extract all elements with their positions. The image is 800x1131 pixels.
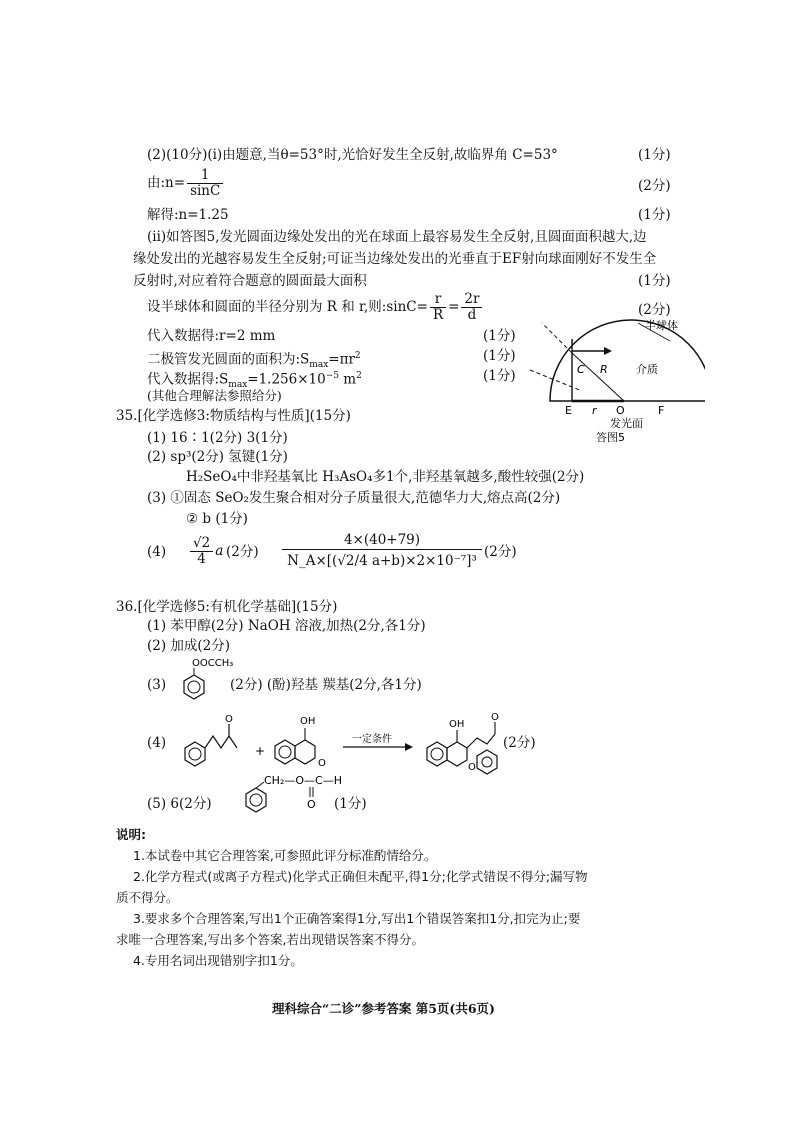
aromatic-circle xyxy=(188,681,200,693)
q35-answer-4-f1 xyxy=(188,536,223,567)
arrow-head xyxy=(405,743,413,751)
enone-chain xyxy=(205,736,237,748)
unit: m xyxy=(339,371,357,388)
superscript: 2 xyxy=(356,371,362,381)
q36-answer-2: (2) 加成(2分) xyxy=(147,638,231,654)
text: 二极管发光圆面的面积为:S xyxy=(147,351,310,368)
label-O: O xyxy=(491,712,499,723)
physics-paragraph-line: 反射时,对应着符合题意的圆面最大面积 xyxy=(133,273,367,289)
score: (2分) xyxy=(484,544,517,560)
numerator: 4×(40+79) xyxy=(282,531,482,550)
denominator: 4 xyxy=(197,551,206,567)
hemisphere-figure xyxy=(520,315,705,445)
bond xyxy=(256,782,264,788)
score: (2分) xyxy=(638,178,671,194)
fraction xyxy=(187,168,223,199)
label-O: O xyxy=(468,762,476,773)
label-hemisphere: 半球体 xyxy=(645,319,678,332)
reaction-scheme xyxy=(175,700,555,775)
aromatic-circle xyxy=(250,794,262,806)
denominator: d xyxy=(467,307,477,323)
label-medium: 介质 xyxy=(636,363,658,376)
benzene-ring xyxy=(275,740,295,764)
score: (1分) xyxy=(334,796,367,812)
label-r: r xyxy=(592,404,597,417)
physics-line-critical-angle: (2)(10分)(i)由题意,当θ=53°时,光恰好发生全反射,故临界角 C=53° xyxy=(147,147,558,163)
label-C: C xyxy=(577,363,585,376)
physics-line-result: 解得:n=1.25 xyxy=(147,207,229,223)
aromatic-circle xyxy=(189,748,201,760)
radius-R xyxy=(572,353,624,401)
numerator: √2 xyxy=(190,536,213,552)
q36-answer-3-label: (3) xyxy=(147,677,167,693)
formula-prefix: 设半球体和圆面的半径分别为 R 和 r,则:sinC= xyxy=(147,299,428,315)
notes-title: 说明: xyxy=(116,827,146,842)
equals: = xyxy=(448,299,460,315)
aromatic-circle xyxy=(431,748,443,760)
reaction-condition: 一定条件 xyxy=(352,734,392,745)
normal-dashed xyxy=(542,323,572,353)
lactone-ring xyxy=(447,742,467,766)
note-3b: 求唯一合理答案,写出多个答案,若出现错误答案不得分。 xyxy=(116,932,424,947)
note-3a: 3.要求多个合理答案,写出1个正确答案得1分,写出1个错误答案扣1分,扣完为止;要 xyxy=(133,911,581,926)
superscript: 2 xyxy=(354,351,361,361)
note-2b: 质不得分。 xyxy=(116,890,179,905)
subscript: max xyxy=(309,360,329,371)
text: =1.256×10 xyxy=(247,371,326,388)
aromatic-circle xyxy=(482,757,492,767)
q35-heading: 35.[化学选修3:物质结构与性质](15分) xyxy=(116,408,351,424)
score: (1分) xyxy=(638,207,671,223)
q35-answer-1: (1) 16∶1(2分) 3(1分) xyxy=(147,430,288,446)
text: =πr xyxy=(328,351,355,368)
side-chain xyxy=(467,734,495,748)
q35-answer-3: (3) ①固态 SeO₂发生聚合相对分子质量很大,范德华力大,熔点高(2分) xyxy=(147,490,561,506)
q36-answer-4-label: (4) xyxy=(147,735,167,751)
physics-line-n-formula xyxy=(147,168,225,199)
label-O: O xyxy=(616,404,625,417)
physics-line-r-value: 代入数据得:r=2 mm xyxy=(147,328,276,344)
q35-answer-3b: ② b (1分) xyxy=(186,511,248,527)
superscript: −5 xyxy=(325,371,340,381)
benzene-ring xyxy=(184,675,204,699)
label-source: 发光面 xyxy=(610,417,643,430)
label-OH: OH xyxy=(300,716,316,727)
benzene-ring xyxy=(185,742,205,766)
numerator: r xyxy=(430,292,446,308)
lactone-ring xyxy=(295,740,315,764)
numerator: 2r xyxy=(461,292,482,308)
numerator: 1 xyxy=(187,168,223,184)
benzene-ring xyxy=(427,742,447,766)
hemisphere-outline xyxy=(550,320,705,401)
figure-caption: 答图5 xyxy=(596,431,625,444)
score: (2分) xyxy=(638,302,671,318)
score: (1分) xyxy=(483,328,516,344)
benzene-ring xyxy=(477,750,497,774)
label-F: F xyxy=(658,404,665,417)
label-E: E xyxy=(565,404,572,417)
arrow-head xyxy=(604,347,612,355)
formula-prefix: 由:n= xyxy=(147,175,186,191)
formula: CH₂—O—C—H xyxy=(264,774,342,787)
physics-paragraph-line: 缘处发出的光越容易发生全反射;可证当边缘处发出的光垂直于EF射向球面刚好不发生全 xyxy=(133,251,657,267)
score: (1分) xyxy=(483,348,516,364)
physics-line-note: (其他合理解法参照给分) xyxy=(147,388,282,403)
subscript: max xyxy=(228,380,248,391)
score: (1分) xyxy=(638,273,671,289)
fraction xyxy=(190,536,213,567)
ray-dashed xyxy=(530,370,582,391)
text: 代入数据得:S xyxy=(147,371,229,388)
q36-answer-3-text: (2分) (酚)羟基 羰基(2分,各1分) xyxy=(230,677,422,693)
denominator: N_A×[(√2/4 a+b)×2×10⁻⁷]³ xyxy=(287,553,477,569)
label-acetate-group: OOCCH₃ xyxy=(192,658,234,669)
physics-line-sinC xyxy=(147,292,484,323)
fraction xyxy=(430,292,446,323)
q36-answer-5-label: (5) 6(2分) xyxy=(147,796,212,812)
denominator: sinC xyxy=(190,183,221,199)
note-1: 1.本试卷中其它合理答案,可参照此评分标准酌情给分。 xyxy=(133,848,437,863)
q35-answer-4-f2 xyxy=(282,531,482,572)
q36-answer-1: (1) 苯甲醇(2分) NaOH 溶液,加热(2分,各1分) xyxy=(147,618,426,634)
score: (2分) xyxy=(226,544,259,560)
score: (2分) xyxy=(503,735,536,751)
aromatic-circle xyxy=(279,746,291,758)
q35-answer-2: (2) sp³(2分) 氢键(1分) xyxy=(147,449,288,465)
q35-answer-2b: H₂SeO₄中非羟基氧比 H₃AsO₄多1个,非羟基氧越多,酸性较强(2分) xyxy=(186,469,585,485)
note-4: 4.专用名词出现错别字扣1分。 xyxy=(133,953,303,968)
benzene-ring xyxy=(246,788,266,812)
q35-answer-4-label: (4) xyxy=(147,544,167,560)
variable-a: a xyxy=(215,543,224,559)
score: (1分) xyxy=(638,147,671,163)
q36-heading: 36.[化学选修5:有机化学基础](15分) xyxy=(116,599,338,615)
label-O: O xyxy=(307,798,316,811)
label-O: O xyxy=(318,758,326,769)
note-2a: 2.化学方程式(或离子方程式)化学式正确但未配平,得1分;化学式错误不得分;漏写物 xyxy=(133,869,588,884)
fraction xyxy=(461,292,482,323)
score: (1分) xyxy=(483,368,516,384)
label-O: O xyxy=(225,714,233,725)
physics-paragraph-line: (ii)如答图5,发光圆面边缘处发出的光在球面上最容易发生全反射,且圆面面积越大,边 xyxy=(147,229,647,245)
page-footer: 理科综合“二诊”参考答案 第5页(共6页) xyxy=(272,1001,495,1016)
denominator: R xyxy=(432,307,444,323)
label-R: R xyxy=(600,363,608,376)
label-OH: OH xyxy=(449,719,465,730)
plus-sign: + xyxy=(255,744,266,758)
